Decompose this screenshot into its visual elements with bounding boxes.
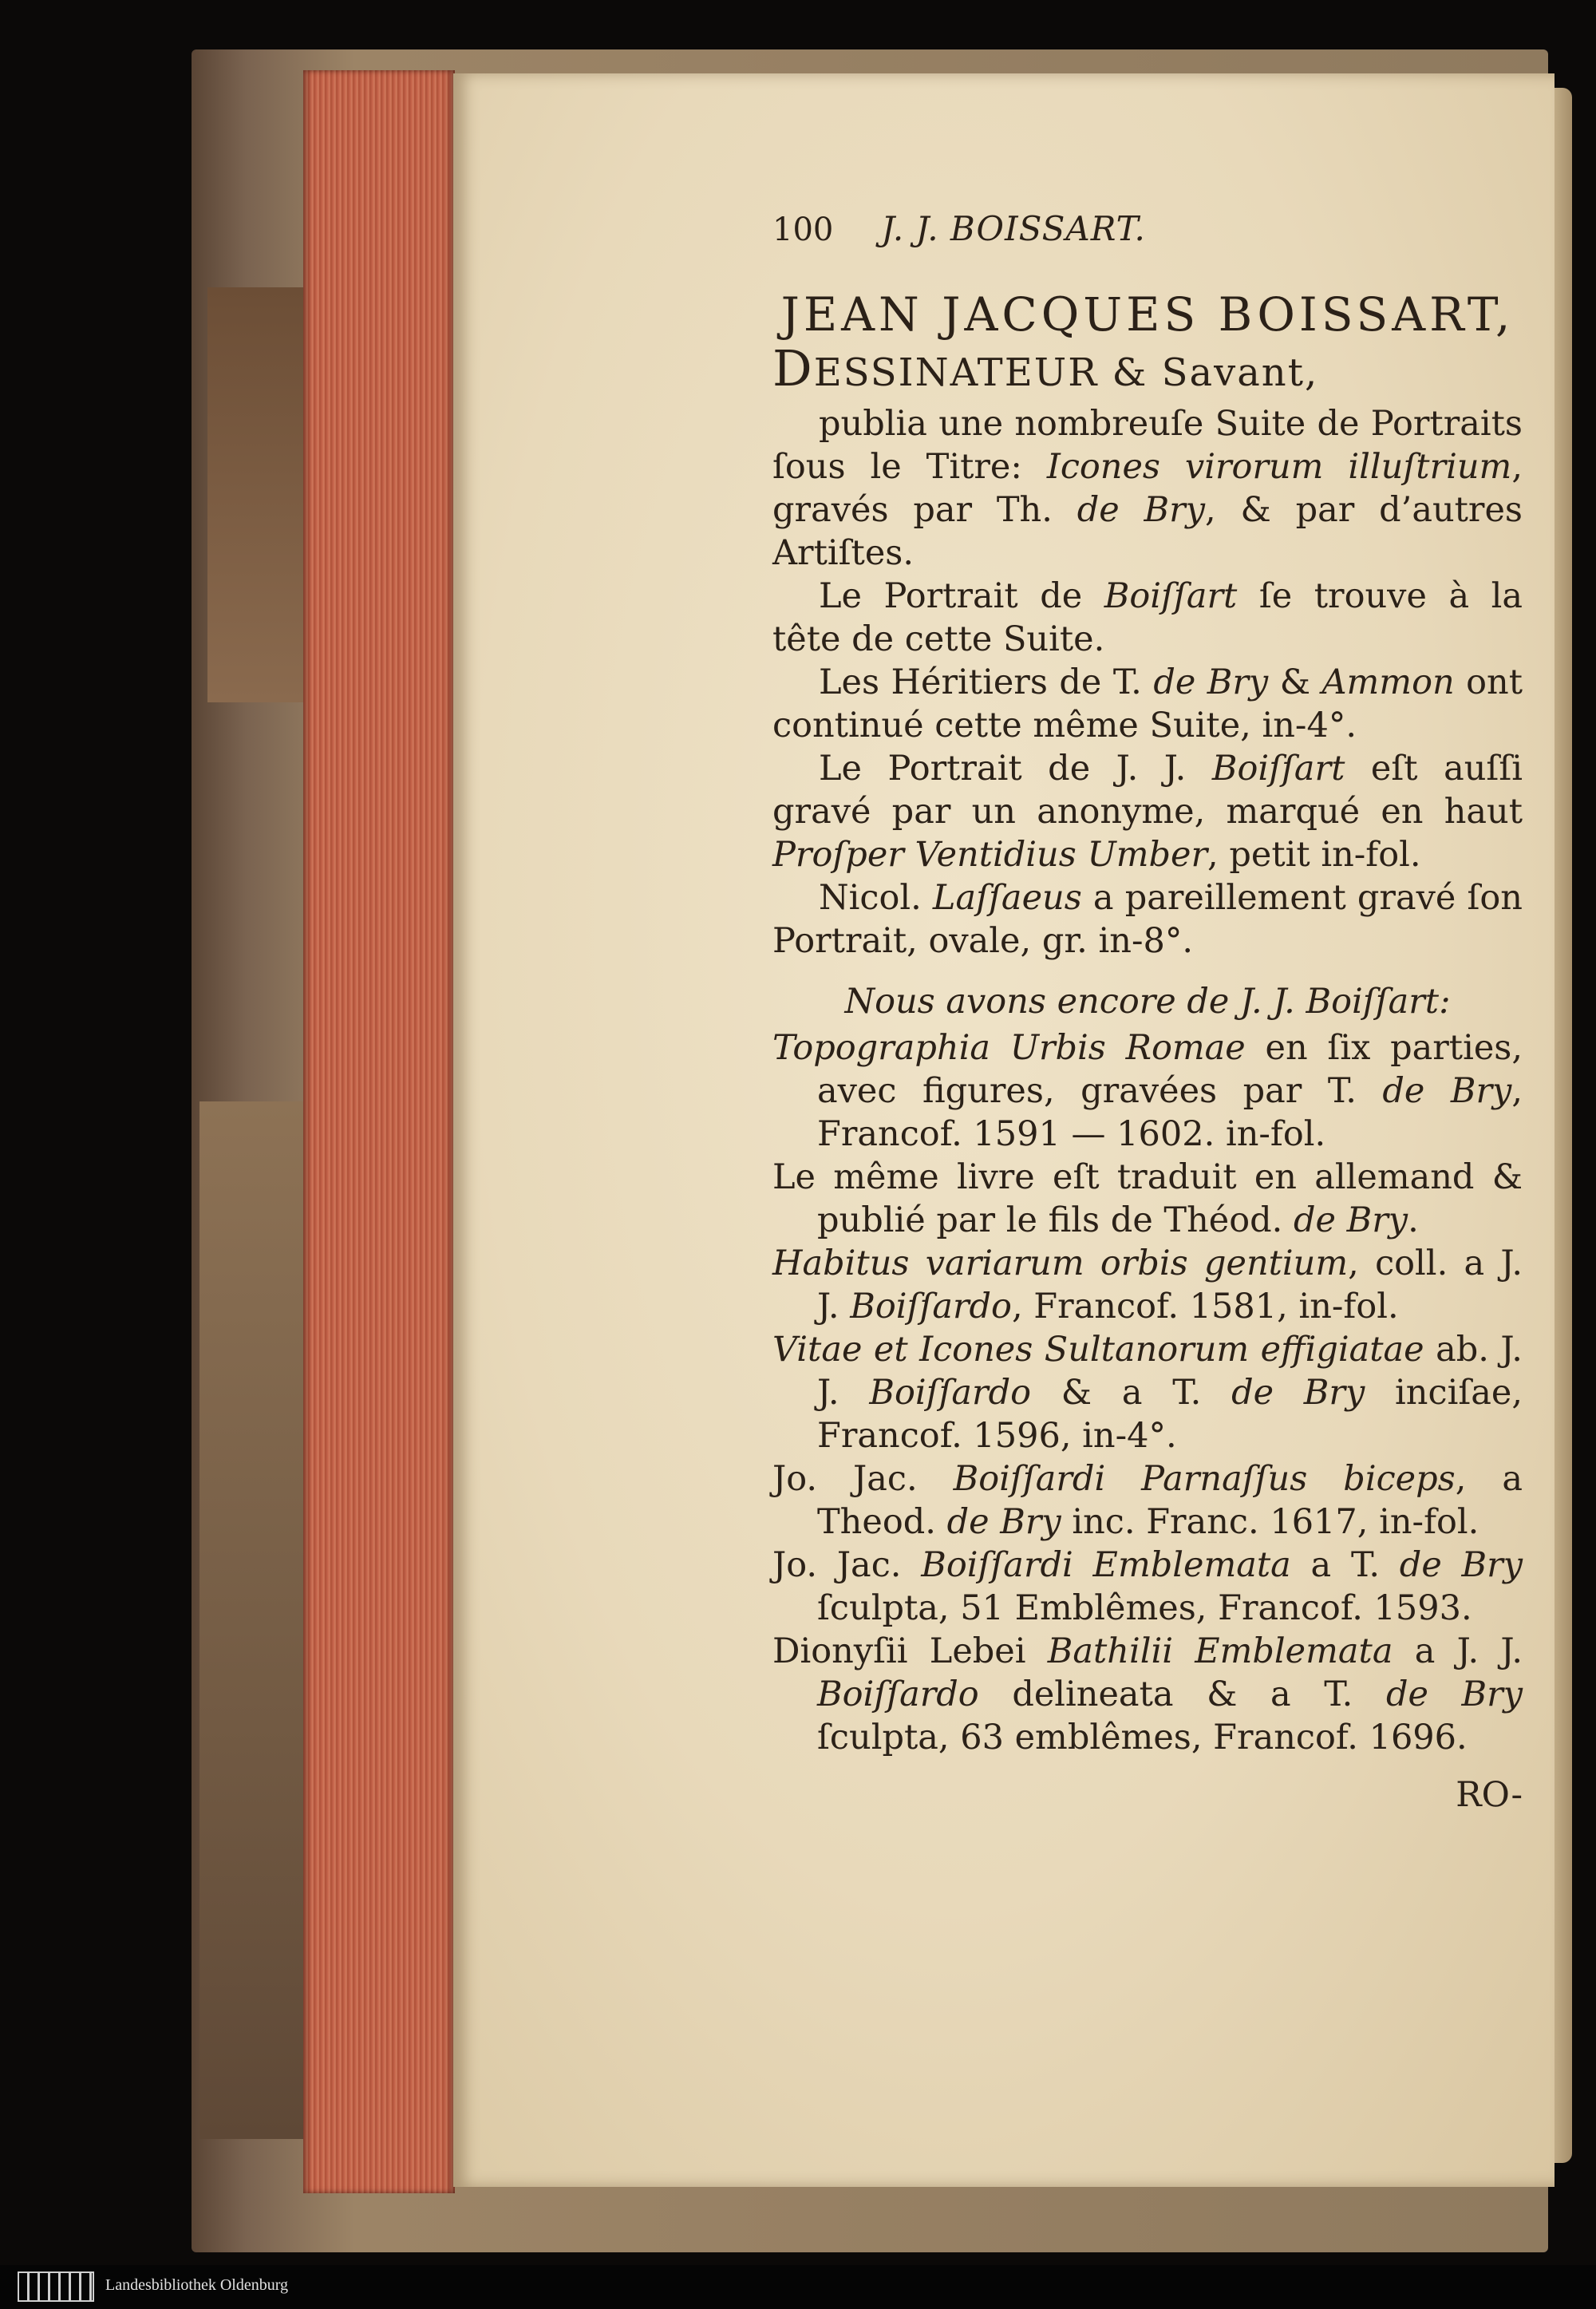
italic-text: Proſper Ventidius Umber [772, 835, 1208, 875]
text: , a Theod. [817, 1459, 1523, 1542]
page-text [772, 208, 1523, 1817]
text: Jo. Jac. [772, 1545, 922, 1585]
text: Nicol. [819, 878, 933, 918]
bibliography-entry [772, 1457, 1523, 1544]
text: delineata & a T. [978, 1674, 1386, 1714]
text: Le Portrait de [819, 576, 1104, 616]
italic-text: Vitae et Icones Sultanorum effigiatae [772, 1330, 1424, 1370]
italic-text: Icones virorum illuſtrium [1046, 447, 1512, 487]
entry-title: JEAN JACQUES BOISSART, [780, 287, 1515, 342]
text: en ſix parties, avec figures, gravées par T. [817, 1028, 1523, 1111]
text: ſe trouve à la tête de cette Suite. [772, 576, 1523, 659]
italic-text: de Bry [1385, 1674, 1523, 1714]
italic-text: de Bry [1153, 662, 1269, 702]
italic-text: de Bry [1382, 1071, 1512, 1111]
text: Dionyſii Lebei [772, 1631, 1048, 1671]
text: ab. J. J. [817, 1330, 1523, 1413]
text: & a T. [1031, 1373, 1232, 1413]
text: , petit in-fol. [1207, 835, 1421, 875]
text: . [1408, 1200, 1419, 1240]
text: , Francof. 1591 — 1602. in-fol. [817, 1071, 1523, 1154]
paragraph-3 [772, 661, 1523, 747]
running-head: J. J. BOISSART. [881, 209, 1146, 248]
text: , coll. a J. J. [817, 1243, 1523, 1326]
entry-subtitle [772, 339, 1523, 397]
text: a pareillement gravé ſon Portrait, ovale, gr. in-8°. [772, 878, 1523, 961]
text: publia une nombreuſe Suite de Portraits ſous le Titre: [772, 404, 1523, 487]
text: Les Héritiers de T. [819, 662, 1154, 702]
italic-text: Boiſſardi Emblemata [921, 1545, 1291, 1585]
page-header [772, 208, 1523, 251]
bibliography-entry [772, 1156, 1523, 1242]
italic-text: Boiſſardo [817, 1674, 979, 1714]
italic-text: Boiſſardi Parnaſſus biceps [953, 1459, 1456, 1499]
italic-text: Boiſſart [1104, 576, 1238, 616]
library-footer-bar [0, 2265, 1596, 2309]
text: eſt auſſi gravé par un anonyme, marqué en haut [772, 749, 1523, 832]
text: ont continué cette même Suite, in-4°. [772, 662, 1523, 745]
paragraph-4 [772, 747, 1523, 876]
text: inc. Franc. 1617, in-fol. [1061, 1502, 1479, 1542]
text: a T. [1290, 1545, 1400, 1585]
italic-text: de Bry [946, 1502, 1061, 1542]
text: Le Portrait de J. J. [819, 749, 1212, 789]
catchword: RO- [1456, 1775, 1523, 1815]
italic-text: de Bry [1399, 1545, 1523, 1585]
text: , Francof. 1581, in-fol. [1011, 1287, 1399, 1326]
red-page-edges [303, 70, 455, 2193]
text: , & par d’autres Artiſtes. [772, 490, 1523, 573]
italic-text: Ammon [1321, 662, 1455, 702]
text: inciſae, Francof. 1596, in-4°. [817, 1373, 1523, 1456]
italic-text: Boiſſardo [850, 1287, 1012, 1326]
italic-text: de Bry [1231, 1373, 1365, 1413]
text: a J. J. [1393, 1631, 1523, 1671]
italic-text: de Bry [1294, 1200, 1408, 1240]
subtitle-rest: ESSINATEUR & Savant, [813, 350, 1319, 395]
library-name: Landesbibliothek Oldenburg [105, 2276, 289, 2294]
text: & [1268, 662, 1322, 702]
section-intro: Nous avons encore de J. J. Boiſſart: [844, 982, 1451, 1022]
text: ſculpta, 51 Emblêmes, Francof. 1593. [817, 1588, 1472, 1628]
text: ſculpta, 63 emblêmes, Francof. 1696. [817, 1718, 1468, 1757]
bibliography-entry [772, 1544, 1523, 1630]
italic-text: Boiſſart [1211, 749, 1345, 789]
italic-text: Laſſaeus [932, 878, 1082, 918]
italic-text: Bathilii Emblemata [1047, 1631, 1393, 1671]
text: , gravés par Th. [772, 447, 1523, 530]
subtitle-initial: D [772, 339, 814, 397]
bibliography-entry [772, 1242, 1523, 1328]
library-building-icon [18, 2271, 94, 2302]
italic-text: Topographia Urbis Romae [772, 1028, 1246, 1068]
italic-text: de Bry [1077, 490, 1205, 530]
paragraph-1 [772, 402, 1523, 575]
italic-text: Habitus variarum orbis gentium [772, 1243, 1349, 1283]
bibliography-entry [772, 1328, 1523, 1457]
page-number: 100 [772, 212, 834, 248]
italic-text: Boiſſardo [869, 1373, 1032, 1413]
bibliography-entry [772, 1026, 1523, 1156]
bibliography-entry [772, 1630, 1523, 1759]
text: Jo. Jac. [772, 1459, 954, 1499]
paragraph-2 [772, 575, 1523, 661]
text: Le même livre eſt traduit en allemand & publié par le fils de Théod. [772, 1157, 1523, 1240]
paragraph-5 [772, 876, 1523, 963]
